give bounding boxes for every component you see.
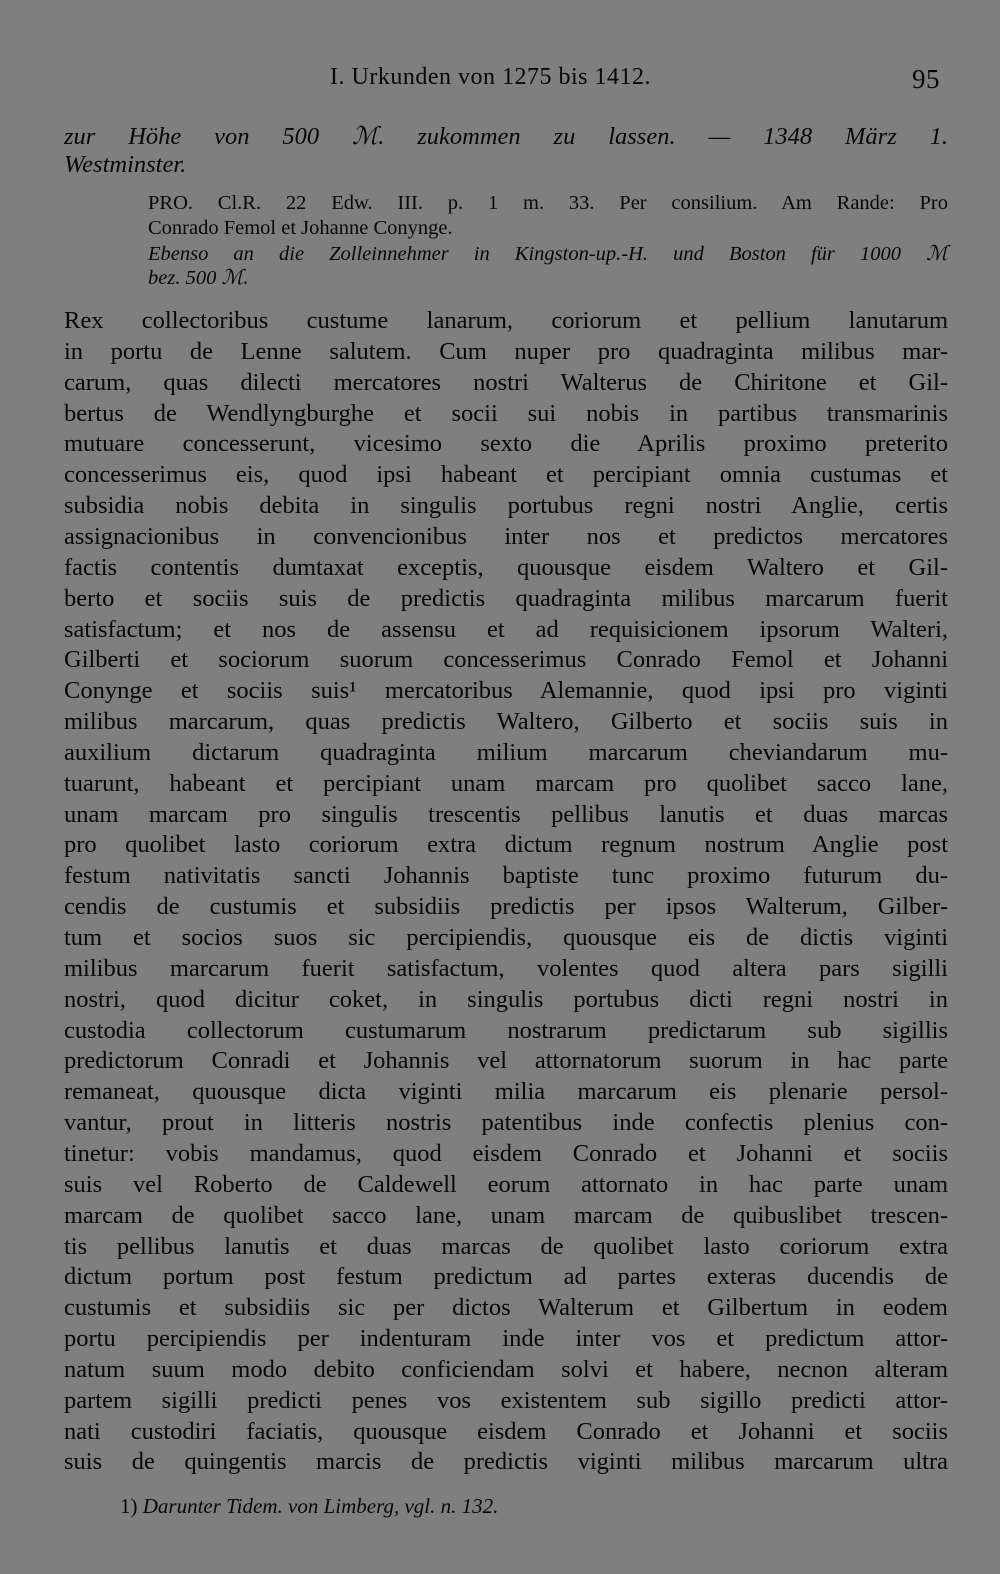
body-line: satisfactum; et nos de assensu et ad requisicionem ipsorum Walteri, <box>64 615 948 643</box>
body-line: festum nativitatis sancti Johannis baptiste tunc proximo futurum du- <box>64 862 948 890</box>
body-line: Conynge et sociis suis¹ mercatoribus Alemannie, quod ipsi pro viginti <box>64 677 948 705</box>
body-line: bertus de Wendlyngburghe et socii sui nobis in partibus transmarinis <box>64 399 948 427</box>
page-header <box>0 60 1000 100</box>
body-line: predictorum Conradi et Johannis vel attornatorum suorum in hac parte <box>64 1047 948 1075</box>
source-line: bez. 500 ℳ. <box>148 267 249 289</box>
source-line: Ebenso an die Zolleinnehmer in Kingston-up.-H. und Boston für 1000 ℳ <box>148 243 948 265</box>
body-line: pro quolibet lasto coriorum extra dictum regnum nostrum Anglie post <box>64 831 948 859</box>
body-line: unam marcam pro singulis trescentis pellibus lanutis et duas marcas <box>64 800 948 828</box>
body-line: mutuare concesserunt, vicesimo sexto die Aprilis proximo preterito <box>64 430 948 458</box>
body-line: Gilberti et sociorum suorum concesserimus Conrado Femol et Johanni <box>64 646 948 674</box>
body-line: milibus marcarum, quas predictis Waltero, Gilberto et sociis suis in <box>64 708 948 736</box>
regest-line: zur Höhe von 500 ℳ. zukommen zu lassen. — 1348 März 1. <box>64 123 948 150</box>
body-line: cendis de custumis et subsidiis predictis per ipsos Walterum, Gilber- <box>64 893 948 921</box>
body-line: assignacionibus in convencionibus inter nos et predictos mercatores <box>64 522 948 550</box>
source-line: Conrado Femol et Johanne Conynge. <box>148 217 453 239</box>
body-line: custodia collectorum custumarum nostrarum predictarum sub sigillis <box>64 1016 948 1044</box>
body-line: factis contentis dumtaxat exceptis, quousque eisdem Waltero et Gil- <box>64 553 948 581</box>
body-line: in portu de Lenne salutem. Cum nuper pro quadraginta milibus mar- <box>64 337 948 365</box>
body-line: dictum portum post festum predictum ad partes exteras ducendis de <box>64 1263 948 1291</box>
body-line: portu percipiendis per indenturam inde inter vos et predictum attor- <box>64 1325 948 1353</box>
regest-line: Westminster. <box>64 151 187 178</box>
body-line: natum suum modo debito conficiendam solvi et habere, necnon alteram <box>64 1355 948 1383</box>
body-line: remaneat, quousque dicta viginti milia marcarum eis plenarie persol- <box>64 1078 948 1106</box>
footnote-text: Darunter Tidem. von Limberg, vgl. n. 132. <box>142 1494 499 1518</box>
footnote-marker: 1) <box>120 1494 138 1518</box>
source-line: PRO. Cl.R. 22 Edw. III. p. 1 m. 33. Per consilium. Am Rande: Pro <box>148 192 948 214</box>
body-line: custumis et subsidiis sic per dictos Walterum et Gilbertum in eodem <box>64 1294 948 1322</box>
body-line: berto et sociis suis de predictis quadraginta milibus marcarum fuerit <box>64 584 948 612</box>
body-line: carum, quas dilecti mercatores nostri Walterus de Chiritone et Gil- <box>64 368 948 396</box>
body-line: tinetur: vobis mandamus, quod eisdem Conrado et Johanni et sociis <box>64 1139 948 1167</box>
page-number: 95 <box>912 64 940 94</box>
body-line: auxilium dictarum quadraginta milium marcarum cheviandarum mu- <box>64 738 948 766</box>
body-line: suis de quingentis marcis de predictis viginti milibus marcarum ultra <box>64 1448 948 1476</box>
body-line: milibus marcarum fuerit satisfactum, volentes quod altera pars sigilli <box>64 954 948 982</box>
body-line: vantur, prout in litteris nostris patentibus inde confectis plenius con- <box>64 1109 948 1137</box>
body-line: partem sigilli predicti penes vos existentem sub sigillo predicti attor- <box>64 1386 948 1414</box>
body-line: subsidia nobis debita in singulis portubus regni nostri Anglie, certis <box>64 492 948 520</box>
body-line: tum et socios suos sic percipiendis, quousque eis de dictis viginti <box>64 924 948 951</box>
running-title: I. Urkunden von 1275 bis 1412. <box>330 64 651 90</box>
body-line: tuarunt, habeant et percipiant unam marcam pro quolibet sacco lane, <box>64 769 948 797</box>
footnote <box>120 1494 498 1519</box>
body-line: concesserimus eis, quod ipsi habeant et percipiant omnia custumas et <box>64 461 948 489</box>
body-line: suis vel Roberto de Caldewell eorum attornato in hac parte unam <box>64 1170 948 1198</box>
body-line: nostri, quod dicitur coket, in singulis portubus dicti regni nostri in <box>64 985 948 1013</box>
body-line: tis pellibus lanutis et duas marcas de quolibet lasto coriorum extra <box>64 1232 948 1260</box>
body-line: Rex collectoribus custume lanarum, coriorum et pellium lanutarum <box>64 307 948 334</box>
body-line: nati custodiri faciatis, quousque eisdem Conrado et Johanni et sociis <box>64 1417 948 1445</box>
body-line: marcam de quolibet sacco lane, unam marcam de quibuslibet trescen- <box>64 1201 948 1229</box>
